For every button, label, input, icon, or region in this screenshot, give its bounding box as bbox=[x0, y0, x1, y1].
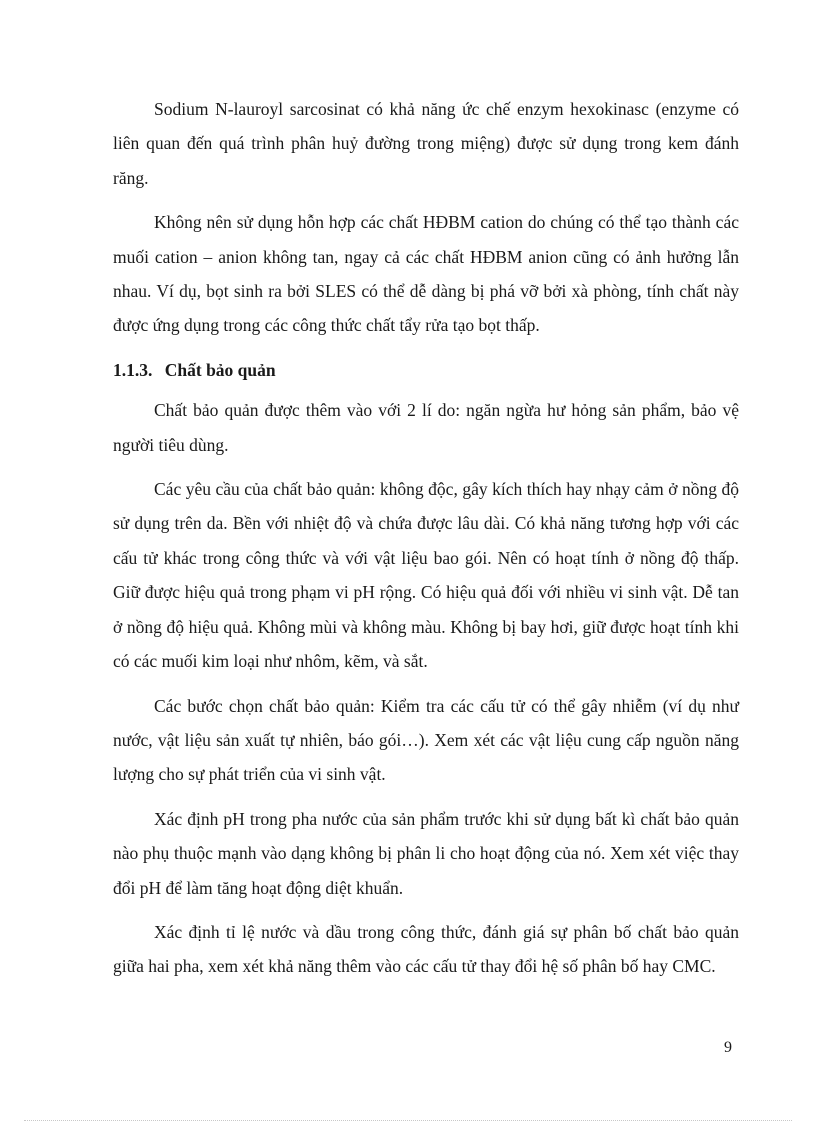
section-number: 1.1.3. bbox=[113, 359, 153, 380]
section-heading bbox=[113, 353, 739, 387]
page-number: 9 bbox=[724, 1039, 732, 1056]
paragraph-preservative-reasons: Chất bảo quản được thêm vào với 2 lí do: ngăn ngừa hư hỏng sản phẩm, bảo vệ người tiêu dùng. bbox=[113, 400, 739, 455]
page-bottom-divider bbox=[24, 1120, 792, 1121]
paragraph-water-oil-ratio: Xác định tỉ lệ nước và dầu trong công thức, đánh giá sự phân bố chất bảo quản giữa hai pha, xem xét khả năng thêm vào các cấu tử thay đổi hệ số phân bố hay CMC. bbox=[113, 921, 739, 977]
paragraph-preservative-requirements: Các yêu cầu của chất bảo quản: không độc, gây kích thích hay nhạy cảm ở nồng độ sử dụng trên da. Bền với nhiệt độ và chứa được lâu dài. Có khả năng tương hợp với các cấu tử khác trong công thức và với vật liệu bao gói. Nên có hoạt tính ở nồng độ thấp. Giữ được hiệu quả trong phạm vi pH rộng. Có hiệu quả đối với nhiều vi sinh vật. Dễ tan ở nồng độ hiệu quả. Không mùi và không màu. Không bị bay hơi, giữ được hoạt tính khi có các muối kim loại như nhôm, kẽm, và sắt. bbox=[113, 479, 739, 672]
paragraph-sarcosinat: Sodium N-lauroyl sarcosinat có khả năng ức chế enzym hexokinasc (enzyme có liên quan đến quá trình phân huỷ đường trong miệng) được sử dụng trong kem đánh răng. bbox=[113, 99, 739, 188]
page-content bbox=[113, 92, 739, 994]
paragraph-selection-steps: Các bước chọn chất bảo quản: Kiểm tra các cấu tử có thể gây nhiễm (ví dụ như nước, vật liệu sản xuất tự nhiên, báo gói…). Xem xét các vật liệu cung cấp nguồn năng lượng cho sự phát triển của vi sinh vật. bbox=[113, 695, 739, 785]
paragraph-cation-mixture: Không nên sử dụng hỗn hợp các chất HĐBM cation do chúng có thể tạo thành các muối cation – anion không tan, ngay cả các chất HĐBM anion cũng có ảnh hưởng lẫn nhau. Ví dụ, bọt sinh ra bởi SLES có thể dễ dàng bị phá vỡ bởi xà phòng, tính chất này được ứng dụng trong các công thức chất tẩy rửa tạo bọt thấp. bbox=[113, 212, 739, 336]
section-title: Chất bảo quản bbox=[164, 359, 276, 380]
paragraph-ph-determination: Xác định pH trong pha nước của sản phẩm trước khi sử dụng bất kì chất bảo quản nào phụ thuộc mạnh vào dạng không bị phân li cho hoạt động của nó. Xem xét việc thay đổi pH để làm tăng hoạt động diệt khuẩn. bbox=[113, 808, 739, 898]
